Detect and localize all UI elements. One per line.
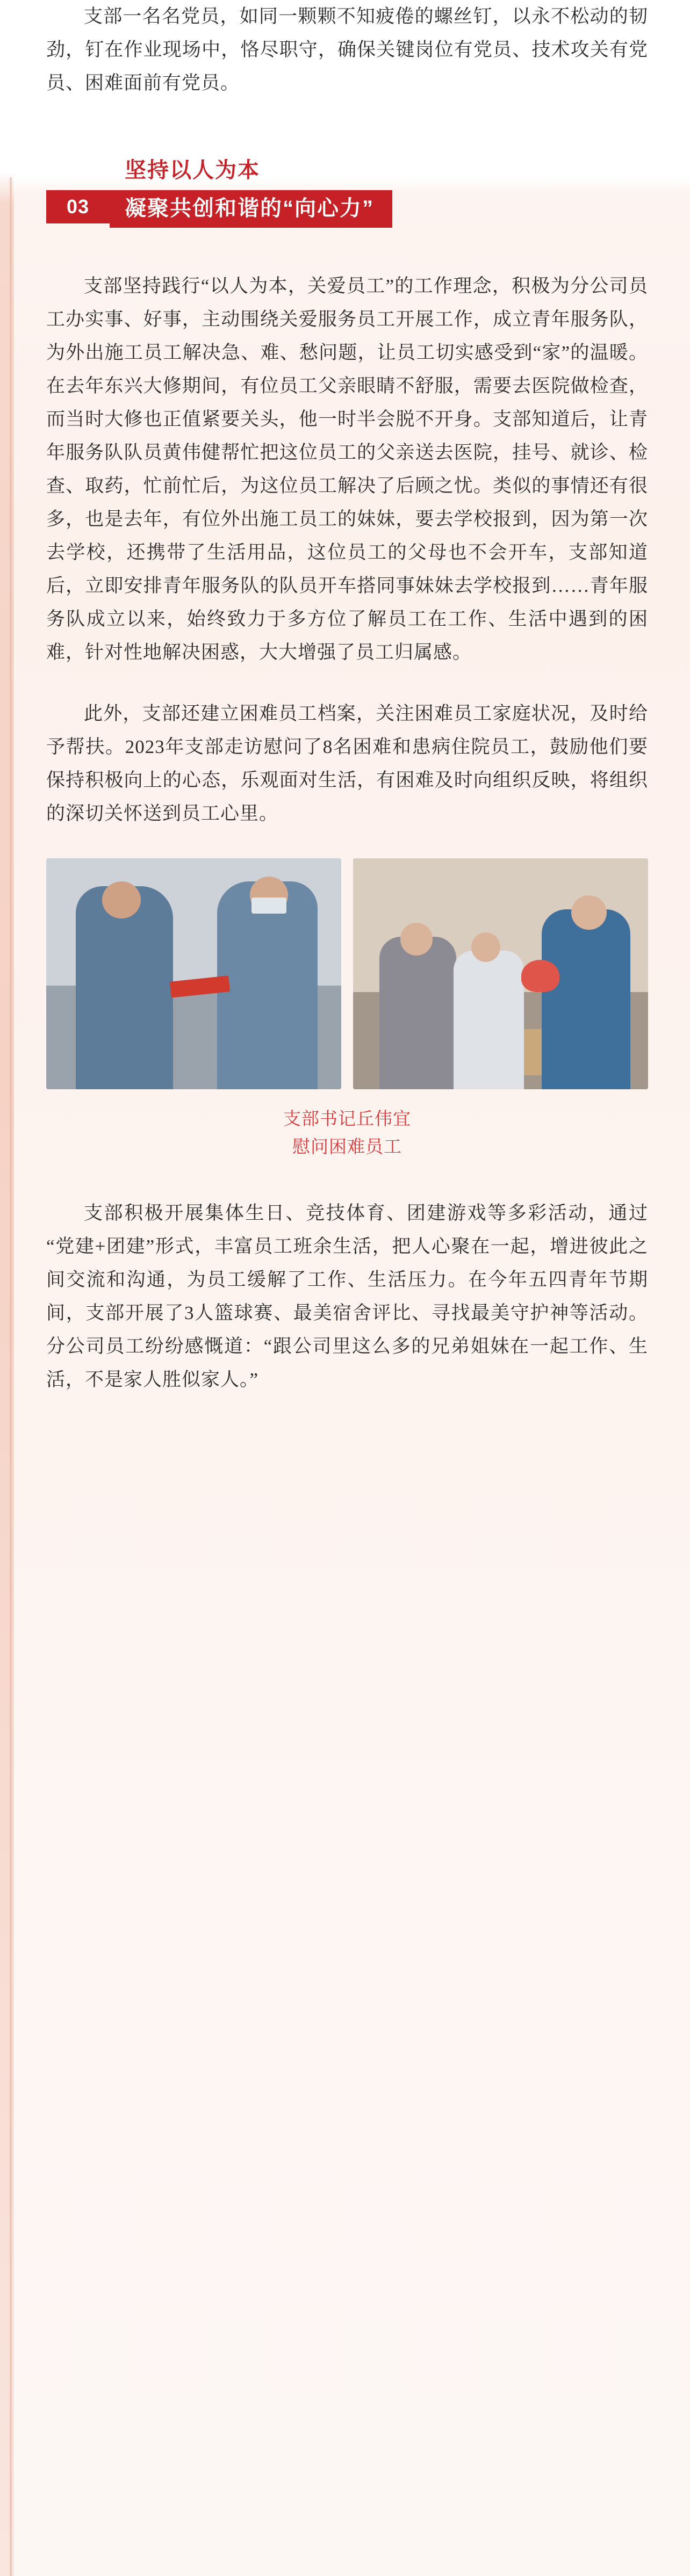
photo-right-person-c-head	[571, 895, 607, 930]
photo-left-face-mask	[251, 898, 287, 914]
paragraph-group-top	[46, 0, 648, 100]
paragraph: 此外，支部还建立困难员工档案，关注困难员工家庭状况，及时给予帮扶。2023年支部走访慰问了8名困难和患病住院员工，鼓励他们要保持积极向上的心态，乐观面对生活，有困难及时向组织反映，将组织的深切关怀送到员工心里。	[46, 703, 648, 824]
section-title-line1: 坚持以人为本	[125, 158, 260, 182]
photo-caption	[46, 1105, 648, 1161]
photo-right-person-b	[454, 951, 524, 1089]
photo-right-person-a	[379, 937, 456, 1089]
photo-right-person-a-head	[400, 923, 433, 955]
photo-right-person-c	[542, 909, 630, 1089]
photo-right	[353, 858, 648, 1089]
paragraph: 支部坚持践行“以人为本，关爱员工”的工作理念，积极为分公司员工办实事、好事，主动围绕关爱服务员工开展工作，成立青年服务队，为外出施工员工解决急、难、愁问题，让员工切实感受到“家”的温暖。在去年东兴大修期间，有位员工父亲眼睛不舒服，需要去医院做检查，而当时大修也正值紧要关头，他一时半会脱不开身。支部知道后，让青年服务队队员黄伟健帮忙把这位员工的父亲送去医院，挂号、就诊、检查、取药，忙前忙后，为这位员工解决了后顾之忧。类似的事情还有很多，也是去年，有位外出施工员工的妹妹，要去学校报到，因为第一次去学校，还携带了生活用品，这位员工的父母也不会开车，支部知道后，立即安排青年服务队的队员开车搭同事妹妹去学校报到……青年服务队成立以来，始终致力于多方位了解员工在工作、生活中遇到的困难，针对性地解决困惑，大大增强了员工归属感。	[46, 276, 648, 663]
paragraph: 支部一名名党员，如同一颗颗不知疲倦的螺丝钉，以永不松动的韧劲，钉在作业现场中，恪尽职守，确保关键岗位有党员、技术攻关有党员、困难面前有党员。	[46, 6, 648, 93]
section-number-badge: 03	[46, 190, 110, 223]
photo-left	[46, 858, 341, 1089]
paragraph-group-body-1	[46, 270, 648, 669]
photo-left-person-a-head	[102, 881, 140, 918]
paragraph: 支部积极开展集体生日、竞技体育、团建游戏等多彩活动，通过“党建+团建”形式，丰富员工班余生活，把人心聚在一起，增进彼此之间交流和沟通，为员工缓解了工作、生活压力。在今年五四青年节期间，支部开展了3人篮球赛、最美宿舍评比、寻找最美守护神等活动。分公司员工纷纷感慨道：“跟公司里这么多的兄弟姐妹在一起工作、生活，不是家人胜似家人。”	[46, 1203, 648, 1390]
paragraph-group-body-2	[46, 697, 648, 830]
paragraph-group-bottom	[46, 1197, 648, 1396]
photo-right-flower-basket	[521, 960, 559, 992]
bottom-spacer	[46, 1424, 648, 1489]
section-title-block	[110, 151, 392, 228]
photo-row	[46, 858, 648, 1089]
section-heading	[46, 151, 648, 232]
photo-caption-line1: 支部书记丘伟宜	[283, 1110, 411, 1129]
section-title-line2-banner	[110, 190, 392, 228]
section-title-line2: 凝聚共创和谐的“向心力”	[125, 197, 374, 220]
photo-caption-line2: 慰问困难员工	[292, 1138, 402, 1157]
